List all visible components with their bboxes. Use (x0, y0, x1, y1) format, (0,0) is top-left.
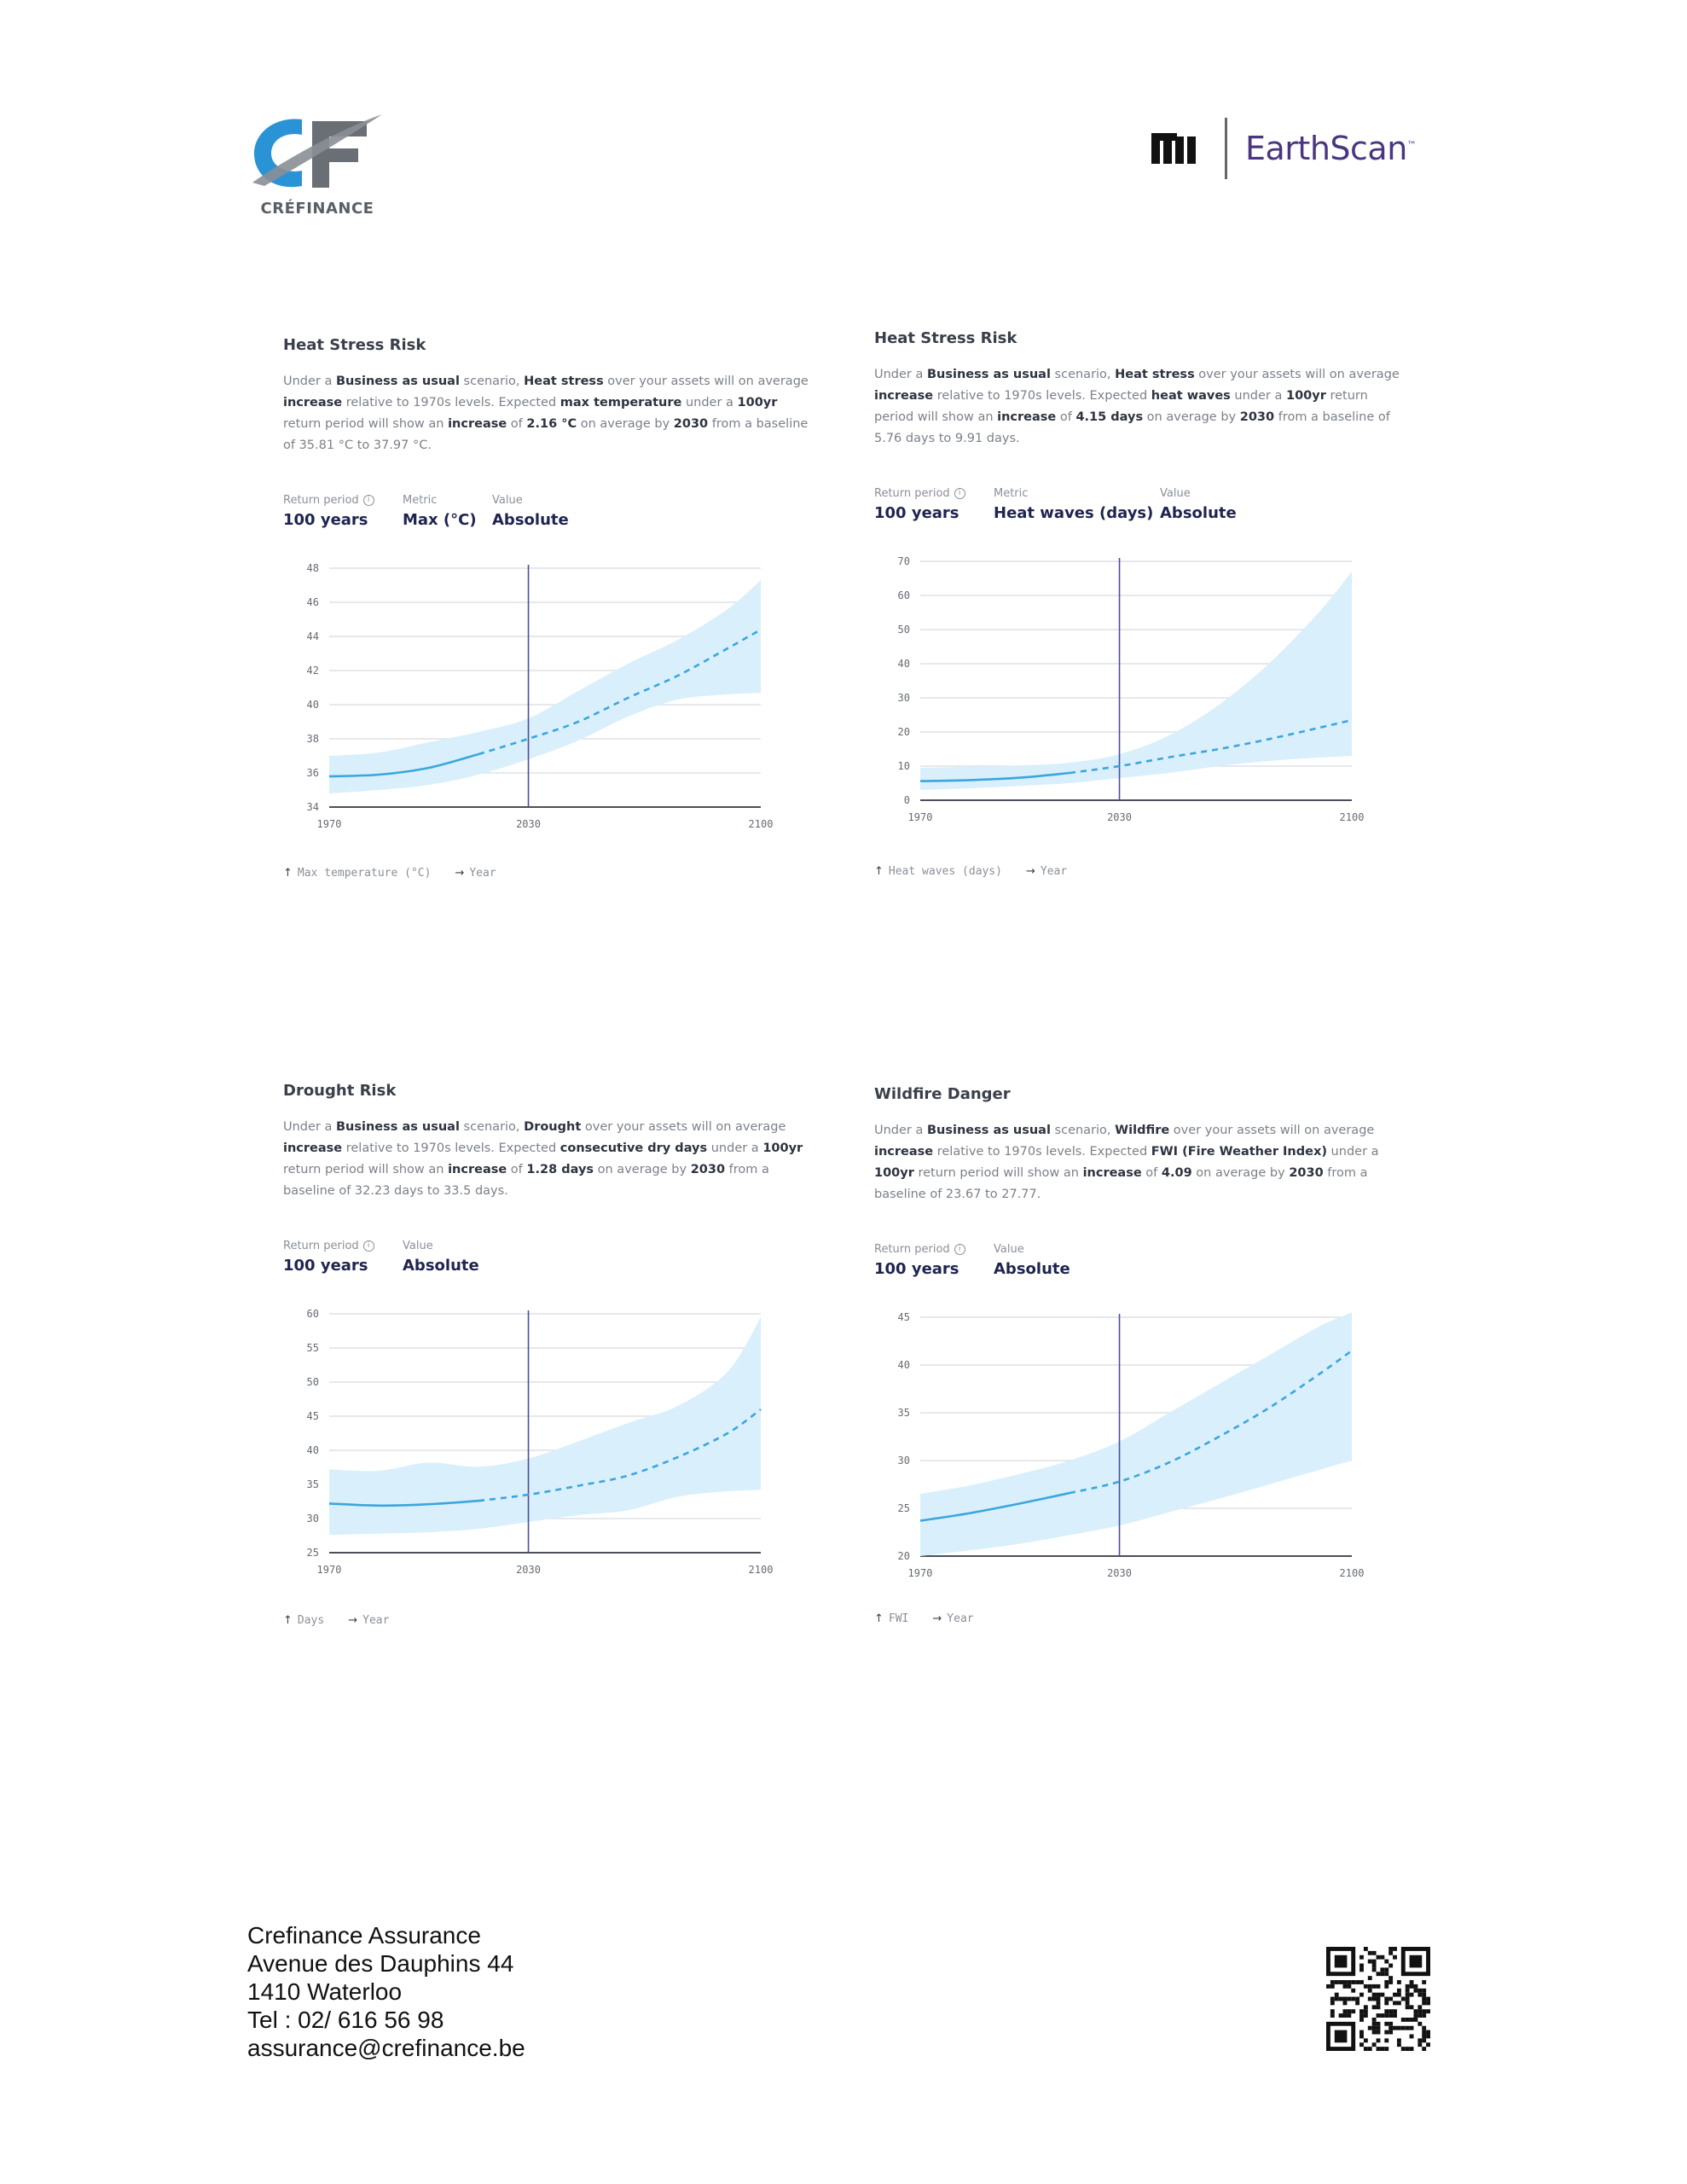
company-address (247, 1921, 525, 2062)
x-axis-legend (932, 1612, 973, 1625)
y-tick-label: 40 (897, 1359, 910, 1371)
drought-days-chart (283, 1305, 795, 1587)
chart-legend (874, 865, 1067, 878)
earthscan-logo (1151, 118, 1424, 179)
y-tick-label: 10 (897, 760, 910, 772)
y-tick-label: 70 (897, 555, 910, 567)
qr-code-icon[interactable] (1326, 1947, 1430, 2051)
return-period-field[interactable] (874, 1243, 965, 1278)
value-field[interactable] (403, 1240, 479, 1275)
card-title: Drought Risk (283, 1082, 397, 1100)
card-description: Under a Business as usual scenario, Wildfire over your assets will on average increase relative to 1970s levels. Expected FWI (Fire Weather Index) under a 100yr return period will show an increase of 4.09 on average by 2030 from a baseline of 23.67 to 27.77. (874, 1124, 1379, 1201)
metric-label: Metric (403, 494, 438, 507)
heat-waves-chart (874, 553, 1386, 834)
x-legend-label: Year (469, 867, 496, 880)
arrow-right-icon: → (348, 1614, 358, 1627)
heat-stress-heat-waves-card (874, 329, 1454, 878)
value-field[interactable] (492, 494, 569, 529)
heat-stress-max-temp-card (283, 336, 863, 880)
metric-value: Max (°C) (403, 511, 477, 529)
y-tick-label: 20 (897, 726, 910, 738)
x-tick-label: 2030 (1107, 1567, 1132, 1579)
arrow-right-icon: → (455, 867, 465, 880)
return-period-field[interactable] (283, 494, 374, 529)
return-period-value: 100 years (874, 1260, 959, 1278)
value-value: Absolute (492, 511, 569, 529)
return-period-value: 100 years (874, 504, 959, 522)
card-meta (283, 494, 863, 537)
y-legend-label: Heat waves (days) (888, 865, 1002, 878)
value-label: Value (994, 1243, 1024, 1256)
y-tick-label: 46 (306, 596, 319, 608)
y-axis-legend (874, 865, 1002, 878)
y-tick-label: 35 (897, 1407, 910, 1419)
y-tick-label: 55 (306, 1342, 319, 1354)
y-tick-label: 30 (306, 1513, 319, 1525)
y-tick-label: 45 (306, 1410, 319, 1422)
arrow-right-icon: → (932, 1612, 942, 1625)
value-value: Absolute (1160, 504, 1237, 522)
info-circle-icon[interactable]: i (363, 1240, 374, 1252)
y-tick-label: 60 (306, 1308, 319, 1320)
x-tick-label: 1970 (316, 818, 342, 830)
y-legend-label: Max temperature (°C) (297, 867, 432, 880)
drought-risk-card (283, 1082, 863, 1627)
value-label: Value (1160, 487, 1191, 500)
return-period-label: Return period (283, 1240, 359, 1252)
x-axis-legend (1026, 865, 1067, 878)
metric-field[interactable] (994, 487, 1153, 522)
wildfire-danger-card (874, 1085, 1454, 1625)
y-legend-label: FWI (888, 1612, 909, 1625)
earthscan-tm: ™ (1406, 139, 1417, 151)
y-tick-label: 40 (306, 699, 319, 711)
x-legend-label: Year (362, 1614, 390, 1627)
y-legend-label: Days (297, 1614, 325, 1627)
y-tick-label: 35 (306, 1478, 319, 1490)
y-tick-label: 45 (897, 1311, 910, 1323)
phone-number: Tel : 02/ 616 56 98 (247, 2007, 444, 2033)
confidence-band (329, 580, 761, 793)
y-tick-label: 34 (306, 801, 319, 813)
return-period-value: 100 years (283, 1257, 368, 1275)
x-tick-label: 2030 (516, 1564, 541, 1576)
email-address[interactable]: assurance@crefinance.be (247, 2035, 525, 2061)
y-tick-label: 50 (897, 624, 910, 636)
card-title: Heat Stress Risk (874, 329, 1017, 347)
arrow-up-icon: ↑ (283, 1614, 293, 1627)
metric-field[interactable] (403, 494, 477, 529)
y-axis-legend (874, 1612, 908, 1625)
y-tick-label: 25 (897, 1502, 910, 1514)
y-tick-label: 60 (897, 590, 910, 601)
company-name: Crefinance Assurance (247, 1922, 481, 1949)
return-period-label: Return period (874, 1243, 950, 1256)
value-field[interactable] (994, 1243, 1070, 1278)
card-description: Under a Business as usual scenario, Heat stress over your assets will on average increase relative to 1970s levels. Expected heat waves under a 100yr return period will show an increase of 4.15 days on average by 2030 from a baseline of 5.76 days to 9.91 days. (874, 368, 1400, 445)
chart-legend (283, 1614, 389, 1627)
x-tick-label: 2100 (748, 818, 774, 830)
y-tick-label: 38 (306, 733, 319, 745)
crefinance-logo-text: CRÉFINANCE (260, 200, 374, 218)
arrow-right-icon: → (1025, 865, 1035, 878)
y-tick-label: 25 (306, 1547, 319, 1559)
info-circle-icon[interactable]: i (363, 495, 374, 506)
logo-divider (1225, 118, 1227, 179)
y-tick-label: 40 (306, 1444, 319, 1456)
info-circle-icon[interactable]: i (954, 488, 965, 499)
y-tick-label: 40 (897, 658, 910, 670)
y-tick-label: 20 (897, 1550, 910, 1562)
x-legend-label: Year (1040, 865, 1068, 878)
return-period-field[interactable] (874, 487, 965, 522)
x-tick-label: 2100 (1339, 811, 1365, 823)
return-period-label: Return period (874, 487, 950, 500)
x-tick-label: 1970 (907, 1567, 933, 1579)
value-value: Absolute (403, 1257, 479, 1275)
y-tick-label: 50 (306, 1376, 319, 1388)
value-label: Value (492, 494, 523, 507)
confidence-band (329, 1317, 761, 1535)
return-period-label: Return period (283, 494, 359, 507)
value-label: Value (403, 1240, 433, 1252)
x-tick-label: 2100 (748, 1564, 774, 1576)
arrow-up-icon: ↑ (874, 865, 884, 878)
x-axis-legend (348, 1614, 389, 1627)
value-value: Absolute (994, 1260, 1070, 1278)
metric-label: Metric (994, 487, 1029, 500)
value-field[interactable] (1160, 487, 1237, 522)
earthscan-name: EarthScan (1245, 130, 1407, 167)
info-circle-icon[interactable]: i (954, 1244, 965, 1255)
fwi-chart (874, 1309, 1386, 1590)
card-meta (874, 1243, 1454, 1286)
card-meta (283, 1240, 863, 1282)
confidence-band (920, 1312, 1352, 1556)
y-tick-label: 42 (306, 665, 319, 677)
metric-value: Heat waves (days) (994, 504, 1154, 522)
card-title: Heat Stress Risk (283, 336, 426, 354)
crefinance-logo-mark (249, 109, 386, 198)
chart-legend (283, 867, 496, 880)
y-axis-legend (283, 1614, 324, 1627)
y-axis-legend (283, 867, 431, 880)
street-address: Avenue des Dauphins 44 (247, 1950, 514, 1977)
city-postcode: 1410 Waterloo (247, 1978, 403, 2005)
card-meta (874, 487, 1454, 530)
confidence-band (920, 572, 1352, 790)
x-legend-label: Year (947, 1612, 974, 1625)
y-tick-label: 0 (903, 794, 910, 806)
x-tick-label: 2030 (516, 818, 541, 830)
earthscan-logo-text (1245, 130, 1416, 167)
x-tick-label: 2030 (1107, 811, 1132, 823)
card-title: Wildfire Danger (874, 1085, 1011, 1103)
max-temperature-chart (283, 560, 795, 841)
card-description: Under a Business as usual scenario, Drought over your assets will on average increase relative to 1970s levels. Expected consecutive dry days under a 100yr return period will show an increase of 1.28 days on average by 2030 from a baseline of 32.23 days to 33.5 days. (283, 1120, 803, 1198)
y-tick-label: 44 (306, 630, 319, 642)
return-period-value: 100 years (283, 511, 368, 529)
arrow-up-icon: ↑ (874, 1612, 884, 1625)
return-period-field[interactable] (283, 1240, 374, 1275)
card-description: Under a Business as usual scenario, Heat stress over your assets will on average increase relative to 1970s levels. Expected max temperature under a 100yr return period will show an increase of 2.16 °C on average by 2030 from a baseline of 35.81 °C to 37.97 °C. (283, 375, 809, 452)
crefinance-logo (249, 109, 386, 220)
chart-legend (874, 1612, 974, 1625)
arrow-up-icon: ↑ (283, 867, 293, 880)
x-axis-legend (455, 867, 496, 880)
x-tick-label: 2100 (1339, 1567, 1365, 1579)
y-tick-label: 30 (897, 1455, 910, 1467)
y-tick-label: 30 (897, 692, 910, 704)
x-tick-label: 1970 (316, 1564, 342, 1576)
y-tick-label: 36 (306, 767, 319, 779)
x-tick-label: 1970 (907, 811, 933, 823)
mitiga-mark-icon (1151, 133, 1196, 167)
y-tick-label: 48 (306, 562, 319, 574)
